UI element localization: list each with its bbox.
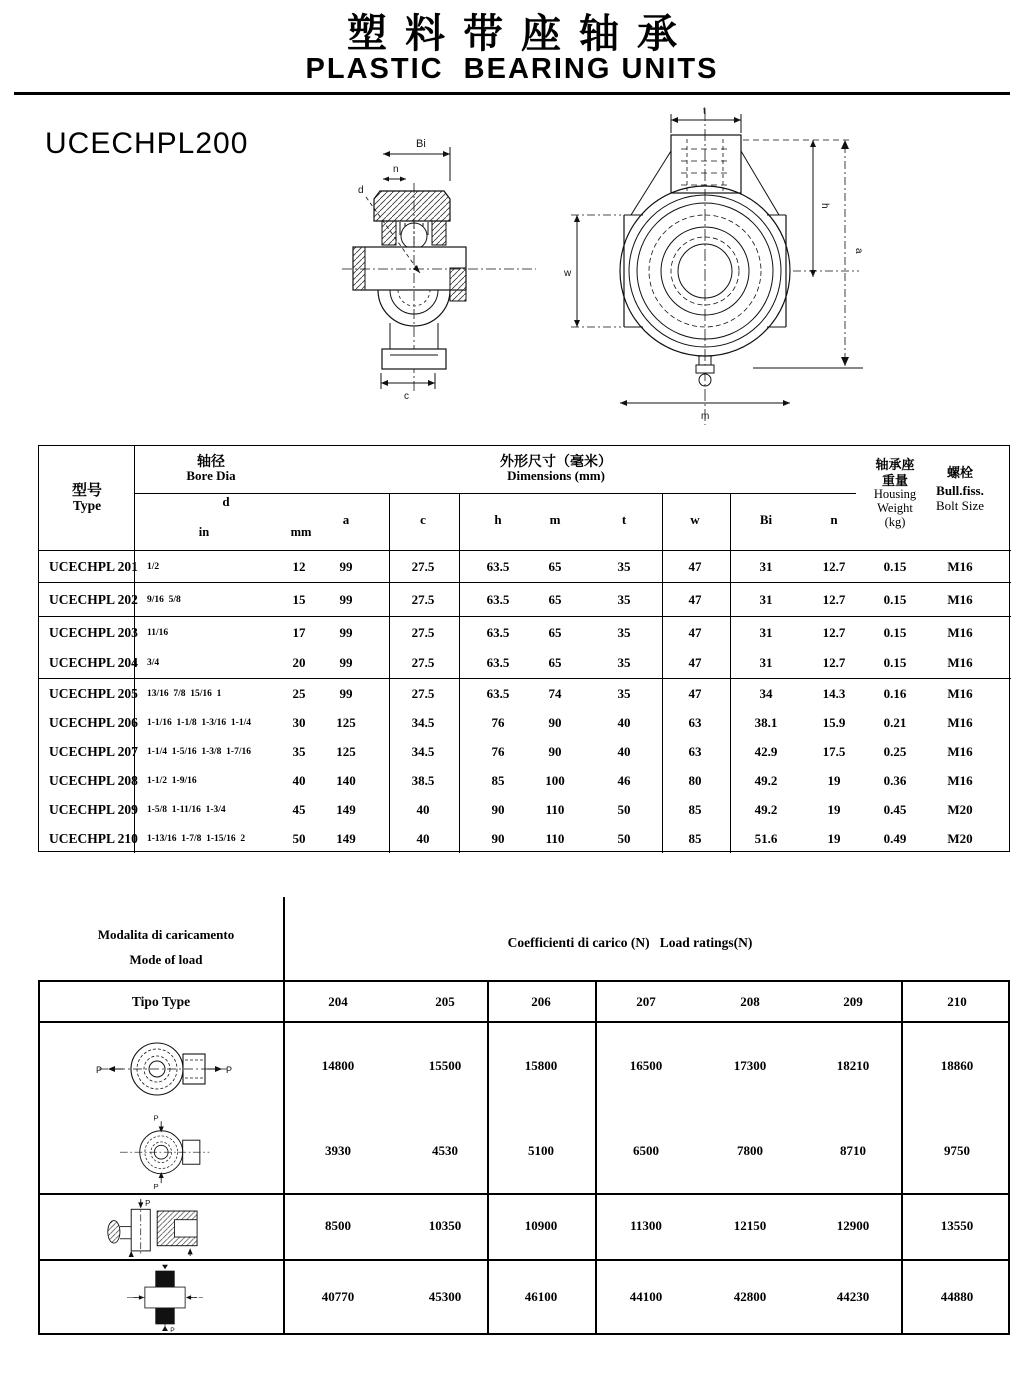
cell-m: 90 [548,714,562,730]
dim-table-row [39,824,1011,853]
col-header-type-en: Type [72,498,102,513]
cell-n: 14.3 [822,685,846,701]
dim-table-row [39,679,1011,708]
col-header-type-cn: 型号 [71,483,103,499]
cell-n: 12.7 [822,558,846,574]
cell-w: 47 [688,655,702,670]
load-table-row [38,1108,1010,1193]
cell-Bi: 49.2 [754,772,778,788]
cell-bore-in: 3/4 [147,658,160,668]
cell-Bi: 31 [759,558,773,574]
p-load-label: P [226,1065,233,1075]
cell-t: 40 [617,743,631,759]
cell-rating-210: 18860 [940,1057,974,1073]
cell-m: 90 [548,743,562,759]
cell-n: 19 [827,830,841,846]
tipo-type-header: Tipo Type [131,994,191,1009]
cell-m: 65 [548,624,562,640]
cell-a: 99 [339,558,353,574]
divider-line [134,493,856,494]
dim-label-n: n [393,164,399,175]
page-title-english: PLASTIC BEARING UNITS [305,53,719,85]
cell-bore-mm: 17 [292,624,306,640]
cell-a: 99 [339,655,353,670]
cell-t: 46 [617,772,631,788]
type-col-208: 208 [740,994,760,1009]
cell-bolt-size: M16 [947,714,973,730]
cell-rating-204: 40770 [321,1288,355,1304]
cell-a: 99 [339,624,353,640]
cell-bore-mm: 30 [292,714,306,730]
cell-Bi: 42.9 [754,743,778,759]
cell-type: UCECHPL 203 [49,624,138,640]
col-header-weight-en3: (kg) [884,515,906,529]
p-load-label: P [96,1065,103,1075]
cell-bolt-size: M16 [947,591,973,607]
col-header-weight-en1: Housing [873,487,917,501]
cell-h: 90 [491,801,505,817]
cell-bore-in: 1-5/8 1-11/16 1-3/4 [147,804,226,815]
cell-rating-205: 10350 [428,1218,462,1233]
cell-w: 47 [688,591,702,607]
cell-h: 63.5 [486,655,510,670]
cell-w: 47 [688,558,702,574]
dim-table-row [39,795,1011,824]
page-title-chinese: 塑料带座轴承 [347,11,695,56]
cell-Bi: 31 [759,624,773,640]
col-header-dims-en: Dimensions (mm) [507,468,605,483]
cell-bore-in: 1-1/2 1-9/16 [147,775,197,786]
cell-t: 35 [617,624,631,640]
load-ratings-header: Coefficienti di carico (N) Load ratings(N) [507,935,753,950]
cell-bore-in: 1-1/4 1-5/16 1-3/8 1-7/16 [147,746,251,757]
col-header-mm: mm [290,525,312,539]
cell-weight: 0.15 [883,591,907,607]
cell-rating-207: 44100 [629,1288,663,1304]
cell-bore-in: 11/16 [147,627,169,638]
cell-type: UCECHPL 209 [49,801,138,817]
cell-bore-in: 9/16 5/8 [147,594,181,605]
cell-c: 27.5 [411,558,435,574]
cell-bore-mm: 12 [292,558,306,574]
cell-bore-mm: 20 [292,655,306,670]
p-load-label: P [153,1113,159,1123]
cell-Bi: 34 [759,685,773,701]
type-col-209: 209 [843,994,863,1009]
cell-w: 63 [688,743,702,759]
dim-label-a: a [853,248,864,254]
cell-m: 74 [548,685,562,701]
col-header-bolt-cn: 螺栓 [946,465,974,480]
cell-rating-208: 17300 [733,1057,767,1073]
cell-Bi: 31 [759,591,773,607]
bearing-section-drawing [338,133,548,403]
cell-bore-in: 1-1/16 1-1/8 1-3/16 1-1/4 [147,717,251,728]
cell-h: 63.5 [486,558,510,574]
cell-n: 19 [827,801,841,817]
bearing-section-front-diagram [338,133,548,403]
cell-weight: 0.16 [883,685,907,701]
cell-bolt-size: M20 [947,830,973,846]
cell-h: 90 [491,830,505,846]
cell-a: 149 [336,801,356,817]
cell-n: 17.5 [822,743,846,759]
load-table-row [38,1023,1010,1108]
dim-table-row [39,617,1011,648]
cell-rating-204: 8500 [325,1218,351,1233]
col-header-d: d [222,494,230,509]
dim-table-row [39,648,1011,679]
cell-a: 99 [339,591,353,607]
cell-weight: 0.36 [883,772,907,788]
cell-rating-210: 9750 [944,1142,970,1158]
cell-bolt-size: M16 [947,685,973,701]
dim-table-row [39,583,1011,617]
cell-rating-210: 13550 [940,1218,974,1233]
cell-bore-mm: 50 [292,830,306,846]
cell-bolt-size: M16 [947,624,973,640]
cell-n: 15.9 [822,714,846,730]
cell-Bi: 51.6 [754,830,778,846]
dim-label-w: w [564,268,572,279]
cell-w: 63 [688,714,702,730]
cell-t: 35 [617,685,631,701]
dim-table-row [39,708,1011,737]
col-header-t: t [621,512,627,527]
cell-bore-mm: 25 [292,685,306,701]
p-load-label: P [153,1182,159,1190]
dim-label-c: c [404,391,409,402]
title-divider-line [14,92,1010,95]
cell-type: UCECHPL 202 [49,591,138,607]
dim-label-d: d [358,185,364,196]
cell-m: 65 [548,655,562,670]
cell-weight: 0.21 [883,714,907,730]
col-header-weight-cn2: 重量 [881,473,909,488]
cell-bolt-size: M20 [947,801,973,817]
cell-m: 110 [545,830,565,846]
cell-bolt-size: M16 [947,558,973,574]
cell-t: 40 [617,714,631,730]
dim-table-row [39,737,1011,766]
col-header-Bi: Bi [759,512,773,527]
cell-Bi: 49.2 [754,801,778,817]
bearing-unit-side-diagram [563,103,883,438]
p-load-label: P [170,1326,175,1332]
cell-rating-204: 3930 [325,1142,351,1158]
cell-c: 34.5 [411,714,435,730]
col-header-a: a [342,512,350,527]
cell-a: 125 [336,743,356,759]
cell-rating-206: 5100 [528,1142,554,1158]
col-header-bolt-en2: Bolt Size [935,498,985,513]
dimensions-table [38,445,1010,852]
cell-m: 65 [548,558,562,574]
cell-rating-209: 18210 [836,1057,870,1073]
cell-bore-in: 13/16 7/8 15/16 1 [147,688,222,699]
cell-m: 100 [545,772,565,788]
cell-c: 27.5 [411,624,435,640]
mode-of-load-header-it: Modalita di caricamento [97,927,235,942]
cell-weight: 0.45 [883,801,907,817]
type-col-205: 205 [435,994,455,1009]
cell-rating-208: 12150 [733,1218,767,1233]
cell-rating-206: 46100 [524,1288,558,1304]
cell-rating-208: 7800 [737,1142,763,1158]
col-header-weight-cn1: 轴承座 [875,457,915,472]
cell-type: UCECHPL 207 [49,743,138,759]
col-header-m: m [549,512,561,527]
col-header-in: in [198,525,210,539]
cell-c: 38.5 [411,772,435,788]
cell-t: 50 [617,830,631,846]
cell-h: 76 [491,714,505,730]
mode-of-load-header-en: Mode of load [129,952,203,967]
cell-a: 125 [336,714,356,730]
cell-rating-207: 11300 [630,1218,662,1233]
cell-bore-mm: 40 [292,772,306,788]
load-table-row [38,1259,1010,1334]
cell-t: 50 [617,801,631,817]
divider-line [38,980,1010,982]
cell-weight: 0.15 [883,624,907,640]
type-col-204: 204 [328,994,348,1009]
load-table-body [38,1023,1010,1334]
cell-type: UCECHPL 208 [49,772,138,788]
cell-bore-mm: 35 [292,743,306,759]
cell-bore-in: 1-13/16 1-7/8 1-15/16 2 [147,833,246,844]
cell-c: 40 [416,830,430,846]
cell-h: 63.5 [486,685,510,701]
cell-rating-205: 15500 [428,1057,462,1073]
cell-rating-206: 10900 [524,1218,558,1233]
cell-h: 76 [491,743,505,759]
col-header-n: n [830,512,838,527]
dim-label-t: t [703,106,706,117]
cell-h: 85 [491,772,505,788]
cell-weight: 0.25 [883,743,907,759]
type-col-206: 206 [531,994,551,1009]
dim-table-row [39,766,1011,795]
col-header-bolt-en1: Bull.fiss. [936,483,984,498]
cell-bolt-size: M16 [947,772,973,788]
load-ratings-table [38,897,1010,1335]
col-header-bore-en: Bore Dia [186,468,236,483]
col-header-weight-en2: Weight [877,501,913,515]
cell-rating-209: 12900 [836,1218,870,1233]
cell-bore-mm: 15 [292,591,306,607]
dim-table-row [39,551,1011,583]
cell-a: 99 [339,685,353,701]
cell-c: 27.5 [411,655,435,670]
cell-type: UCECHPL 204 [49,655,138,670]
cell-c: 27.5 [411,685,435,701]
col-header-h: h [494,512,502,527]
col-header-dims-cn: 外形尺寸（毫米） [500,455,612,470]
cell-a: 140 [336,772,356,788]
dim-label-Bi: Bi [416,138,426,150]
cell-rating-209: 8710 [840,1142,866,1158]
cell-type: UCECHPL 206 [49,714,138,730]
cell-n: 12.7 [822,655,846,670]
cell-rating-205: 4530 [432,1142,458,1158]
cell-c: 40 [416,801,430,817]
cell-c: 27.5 [411,591,435,607]
cell-weight: 0.15 [883,655,907,670]
cell-rating-205: 45300 [428,1288,462,1304]
dim-label-m: m [701,411,710,422]
cell-bore-in: 1/2 [147,561,160,572]
cell-rating-210: 44880 [940,1288,974,1304]
type-col-207: 207 [636,994,656,1009]
cell-type: UCECHPL 205 [49,685,138,701]
cell-h: 63.5 [486,591,510,607]
cell-type: UCECHPL 201 [49,558,138,574]
cell-rating-204: 14800 [321,1057,355,1073]
cell-m: 65 [548,591,562,607]
bearing-unit-side-drawing [563,103,883,438]
col-header-c: c [420,512,426,527]
cell-rating-206: 15800 [524,1057,558,1073]
cell-bolt-size: M16 [947,655,973,670]
cell-n: 12.7 [822,591,846,607]
col-header-bore-cn: 轴径 [197,455,225,470]
cell-w: 47 [688,624,702,640]
type-col-210: 210 [947,994,967,1009]
cell-c: 34.5 [411,743,435,759]
col-header-w: w [690,512,700,527]
cell-weight: 0.49 [883,830,907,846]
cell-w: 80 [688,772,702,788]
cell-t: 35 [617,655,631,670]
dim-label-h: h [819,203,830,209]
cell-Bi: 31 [759,655,773,670]
cell-rating-209: 44230 [836,1288,870,1304]
cell-h: 63.5 [486,624,510,640]
cell-n: 12.7 [822,624,846,640]
cell-rating-207: 6500 [633,1142,659,1158]
cell-a: 149 [336,830,356,846]
cell-type: UCECHPL 210 [49,830,138,846]
cell-bolt-size: M16 [947,743,973,759]
cell-Bi: 38.1 [754,714,778,730]
cell-n: 19 [827,772,841,788]
dim-table-body [39,551,1011,853]
load-table-row [38,1193,1010,1259]
model-heading: UCECHPL200 [45,127,249,160]
cell-w: 85 [688,830,702,846]
cell-w: 47 [688,685,702,701]
cell-bore-mm: 45 [292,801,306,817]
cell-m: 110 [545,801,565,817]
cell-rating-208: 42800 [733,1288,767,1304]
cell-rating-207: 16500 [629,1057,663,1073]
cell-t: 35 [617,558,631,574]
p-load-label: P [145,1198,151,1208]
cell-weight: 0.15 [883,558,907,574]
cell-w: 85 [688,801,702,817]
cell-t: 35 [617,591,631,607]
